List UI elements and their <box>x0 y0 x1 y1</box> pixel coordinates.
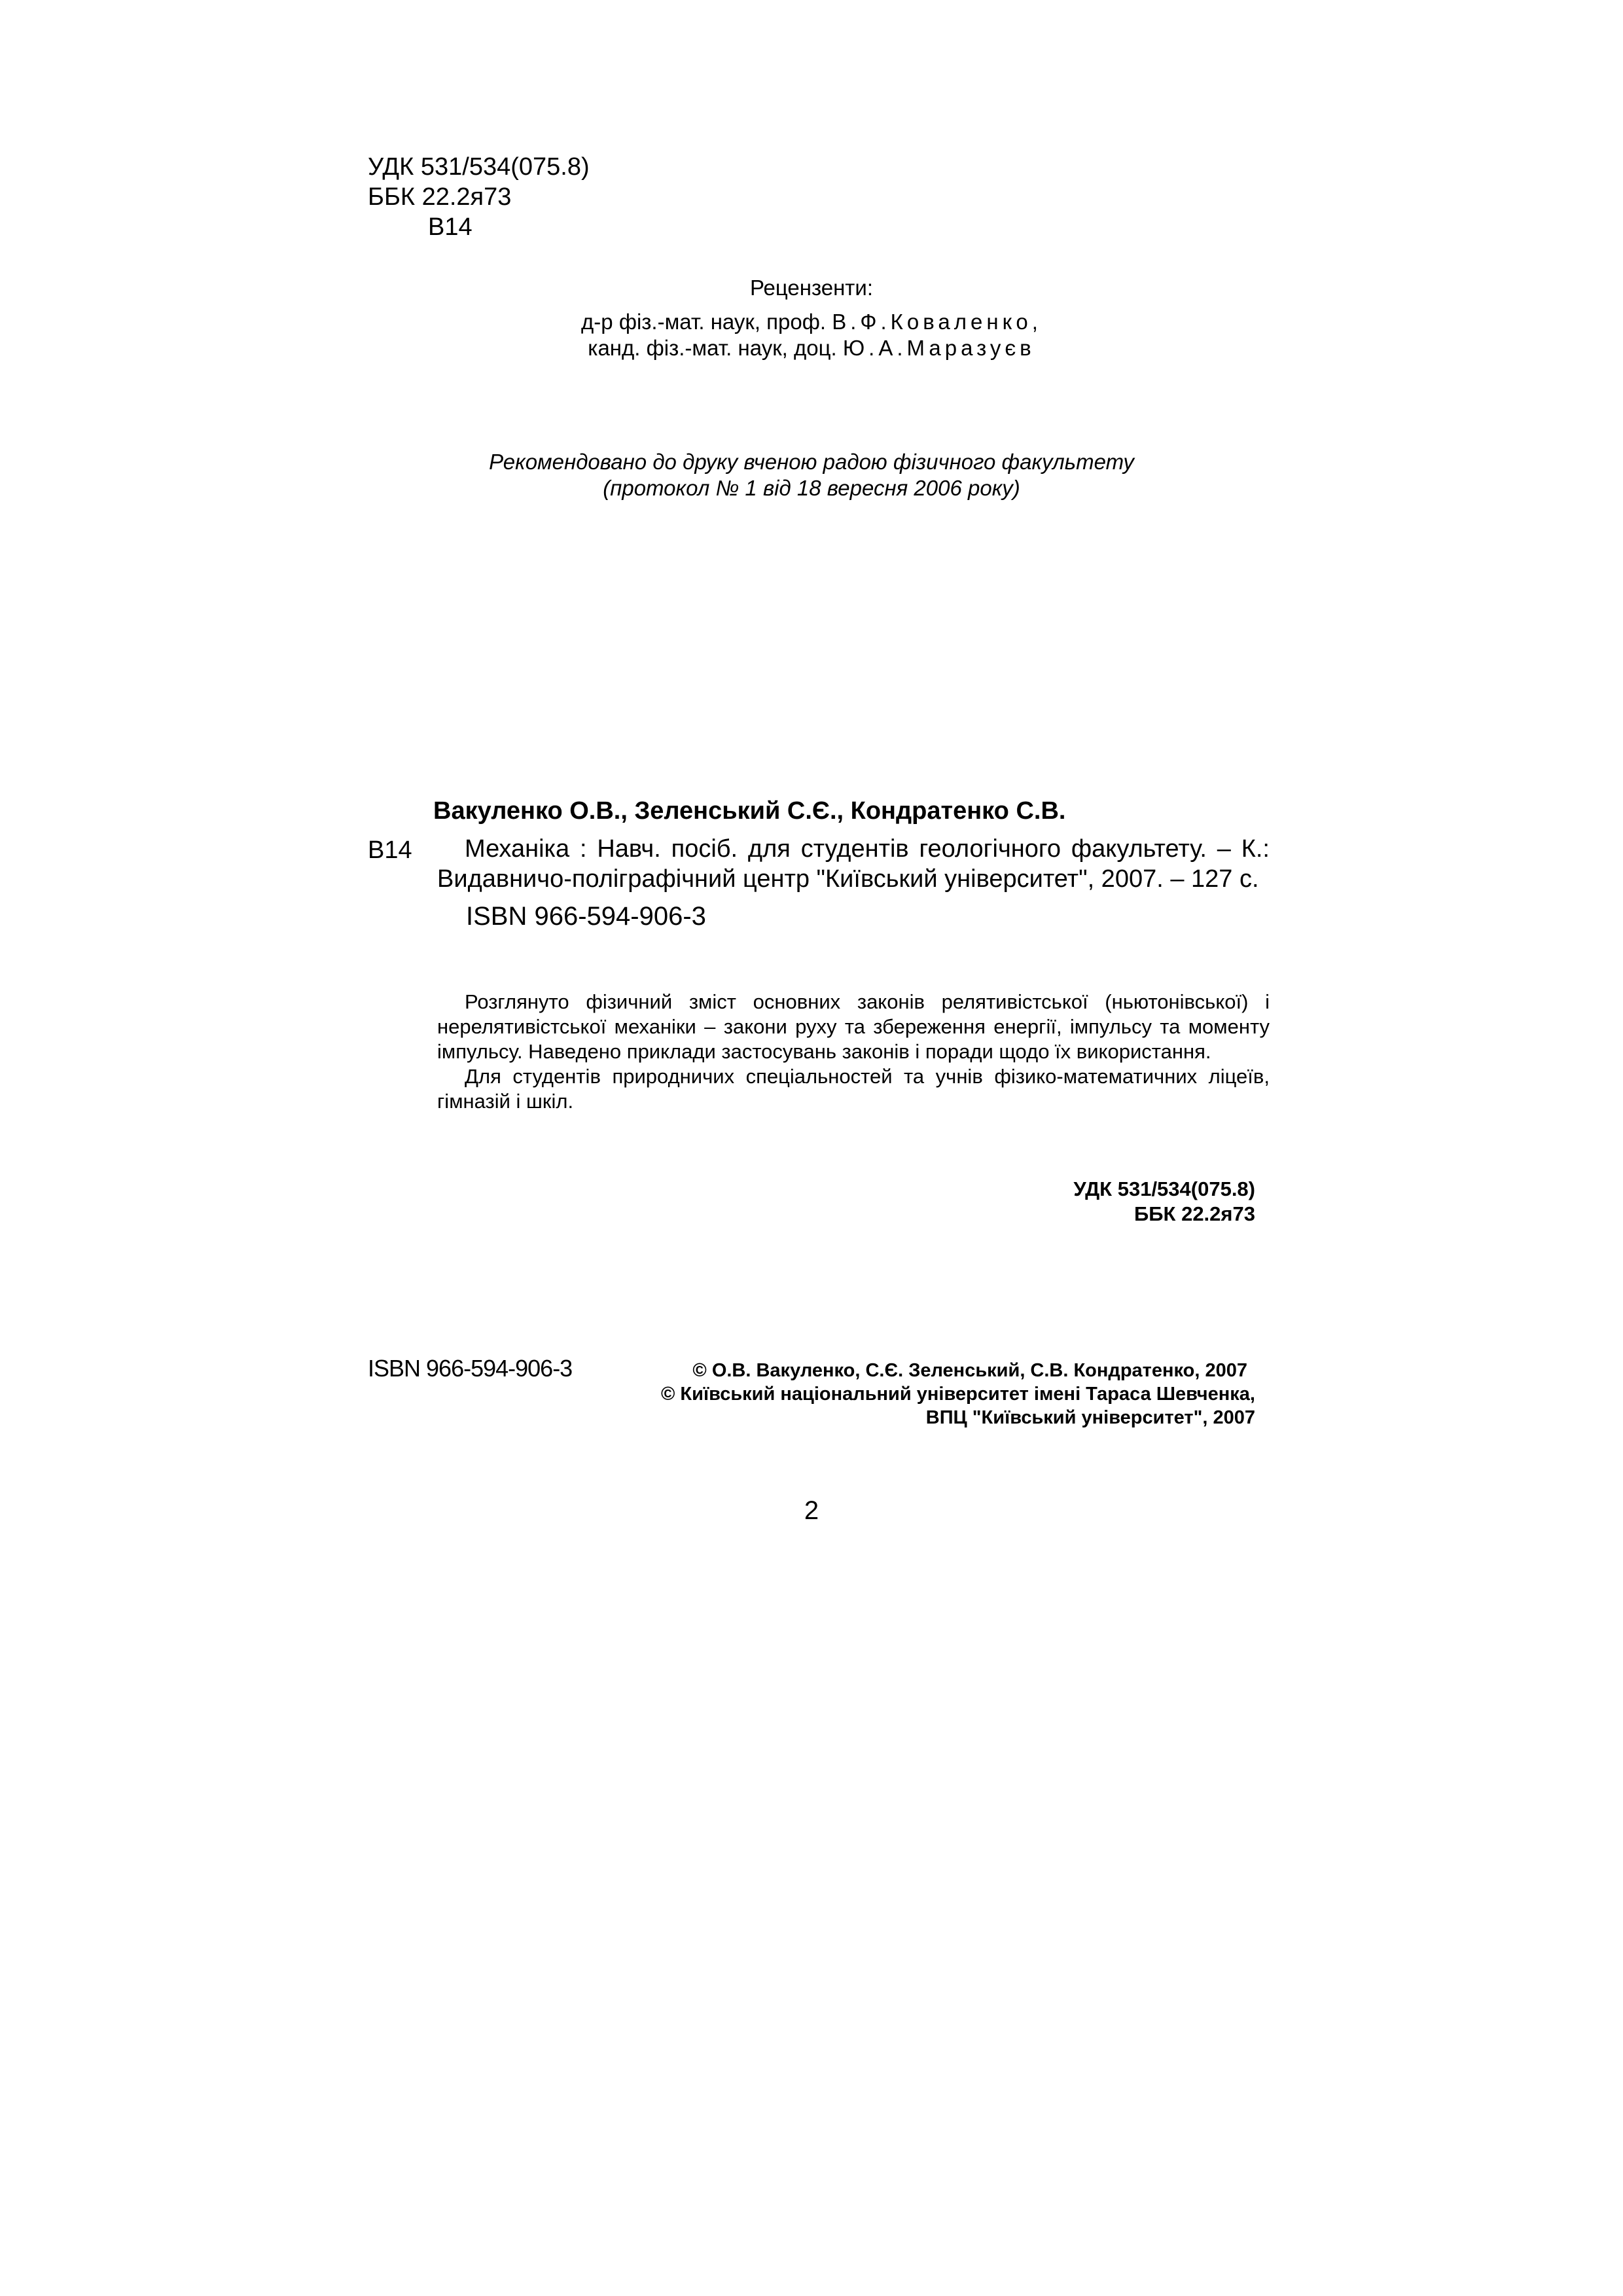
bottom-bbk: ББК 22.2я73 <box>1133 1202 1255 1225</box>
copyright-block <box>661 1359 1255 1429</box>
reviewer-1 <box>0 309 1623 335</box>
author-code: В14 <box>428 213 473 241</box>
reviewer-1-degree: д-р фіз.-мат. наук, проф. <box>581 310 827 334</box>
copyright-authors: © О.В. Вакуленко, С.Є. Зеленський, С.В. Кондратенко, 2007 <box>692 1360 1247 1381</box>
reviewer-2-name: Ю.А.Маразуєв <box>842 336 1035 360</box>
page-number: 2 <box>804 1496 819 1525</box>
reviewer-1-name: В.Ф.Коваленко, <box>832 310 1042 334</box>
udk-code: УДК 531/534(075.8) <box>368 153 590 181</box>
authors: Вакуленко О.В., Зеленський С.Є., Кондратенко С.В. <box>433 797 1066 825</box>
annotation-paragraph-2: Для студентів природничих спеціальностей та учнів фізико-математичних ліцеїв, гімназій і шкіл. <box>437 1065 1270 1113</box>
copyright-university: © Київський національний університет імені Тараса Шевченка, <box>661 1384 1255 1405</box>
copyright-publisher: ВПЦ "Київський університет", 2007 <box>925 1407 1255 1428</box>
annotation <box>437 990 1270 1114</box>
isbn: ISBN 966-594-906-3 <box>466 902 706 931</box>
recommendation-line-1: Рекомендовано до друку вченою радою фізичного факультету <box>489 450 1134 474</box>
reviewers-block <box>0 275 1623 361</box>
reviewers-title: Рецензенти: <box>749 276 874 300</box>
reviewer-2 <box>0 335 1623 361</box>
classification-block <box>368 152 590 242</box>
bibliographic-description: Механіка : Навч. посіб. для студентів геологічного факультету. – К.: Видавничо-поліграфічний центр "Київський університет", 2007. – 127 с. <box>437 835 1270 893</box>
bbk-code: ББК 22.2я73 <box>368 183 512 211</box>
bottom-classification <box>1073 1177 1255 1227</box>
bottom-udk: УДК 531/534(075.8) <box>1073 1177 1255 1200</box>
bibliography-code: В14 <box>368 836 412 864</box>
footer-isbn: ISBN 966-594-906-3 <box>368 1355 573 1382</box>
annotation-paragraph-1: Розглянуто фізичний зміст основних законів релятивістської (ньютонівської) і нерелятивістської механіки – закони руху та збереження енергії, імпульсу та моменту імпульсу. Наведено приклади застосувань законів і поради щодо їх використання. <box>437 990 1270 1063</box>
reviewer-2-degree: канд. фіз.-мат. наук, доц. <box>588 336 837 360</box>
recommendation-block <box>0 449 1623 501</box>
recommendation-line-2: (протокол № 1 від 18 вересня 2006 року) <box>603 476 1020 500</box>
